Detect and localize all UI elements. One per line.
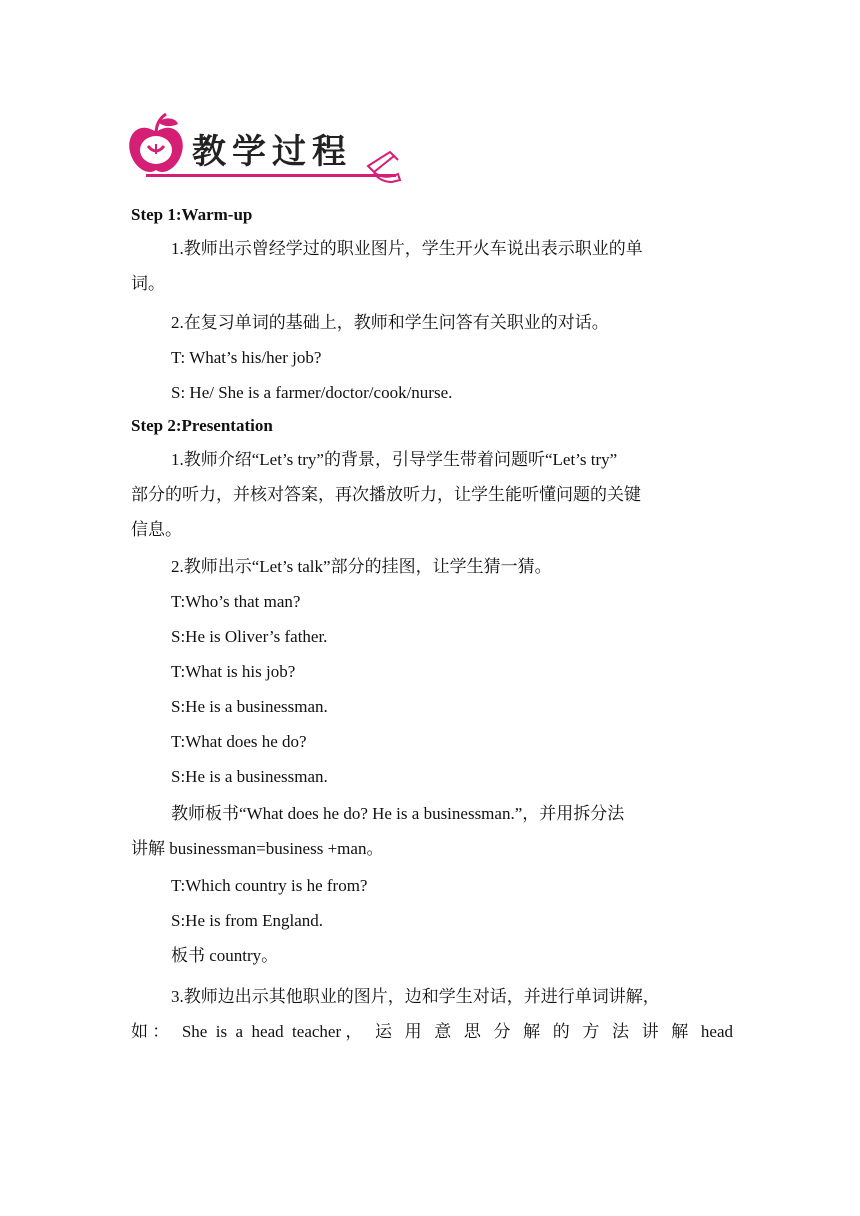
paragraph: 2.教师出示“Let’s talk”部分的挂图，让学生猜一猜。 [171, 557, 552, 576]
dialogue-line: S:He is Oliver’s father. [171, 627, 328, 646]
header-divider [146, 174, 396, 177]
dialogue-line: T:What does he do? [171, 732, 307, 751]
dialogue-line: T:Which country is he from? [171, 876, 368, 895]
paragraph: 2.在复习单词的基础上，教师和学生问答有关职业的对话。 [171, 313, 609, 332]
lesson-content [131, 200, 733, 1049]
dialogue-line: T:What is his job? [171, 662, 296, 681]
paragraph: 教师板书“What does he do? He is a businessman.”，并用拆分法 [171, 804, 625, 823]
apple-icon [126, 110, 186, 180]
dialogue-line: S:He is a businessman. [171, 767, 328, 786]
dialogue-line: 板书 country。 [171, 946, 279, 965]
dialogue-line: S:He is a businessman. [171, 697, 328, 716]
step-heading: Step 1:Warm-up [131, 205, 253, 224]
dialogue-line: T: What’s his/her job? [171, 348, 322, 367]
section-title: 教学过程 [192, 132, 352, 172]
paragraph-continuation: 讲解 businessman=business +man。 [131, 839, 384, 858]
dialogue-line: S:He is from England. [171, 911, 324, 930]
paragraph: 3.教师边出示其他职业的图片，边和学生对话，并进行单词讲解， [171, 987, 660, 1006]
paragraph-continuation: 词。 [131, 274, 165, 293]
writing-hand-icon [364, 144, 404, 184]
dialogue-line: T:Who’s that man? [171, 592, 301, 611]
paragraph: 1.教师介绍“Let’s try”的背景，引导学生带着问题听“Let’s try” [171, 450, 618, 469]
paragraph-continuation: 部分的听力，并核对答案，再次播放听力，让学生能听懂问题的关键 [131, 485, 641, 504]
section-header [126, 108, 406, 188]
dialogue-line: S: He/ She is a farmer/doctor/cook/nurse. [171, 383, 453, 402]
paragraph-continuation: 如： She is a head teacher， 运 用 意 思 分 解 的 方 法 讲 解 head [131, 1022, 733, 1041]
paragraph-continuation: 信息。 [131, 520, 182, 539]
step-heading: Step 2:Presentation [131, 416, 273, 435]
paragraph: 1.教师出示曾经学过的职业图片，学生开火车说出表示职业的单 [171, 239, 643, 258]
